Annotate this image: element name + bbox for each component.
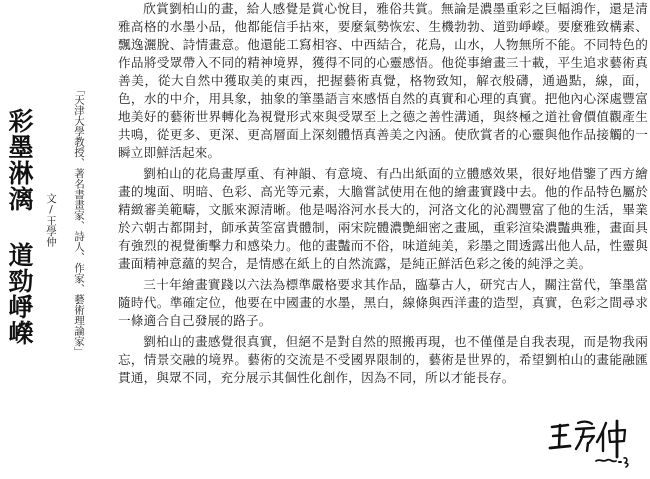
article-title xyxy=(4,108,34,346)
paragraph-2: 劉柏山的花鳥畫厚重、有神韻、有意境、有凸出紙面的立體感效果，很好地借鑒了西方繪畫的塊面、明暗、色彩、高光等元素，大膽嘗試使用在他的繪畫實踐中去。他的作品特色屬於精緻審美範疇，文脈來源清晰。他是喝浴河水長大的，河洛文化的沁潤豐富了他的生活，畢業於六朝古都開封，師承黃筌富貴體制，兩宋院體濃艷細密之畫風，重彩渲染濃豔典雅，畫面具有強烈的視覺衝擊力和感染力。他的畫豔而不俗，味道純美，彩墨之間透露出他人品，性靈與畫面精神意蘊的契合，是情感在紙上的自然流露，是純正鮮活色彩之後的純淨之美。 xyxy=(118,166,648,271)
title-line-2: 道勁崢嶸 xyxy=(5,242,34,346)
handwritten-signature xyxy=(548,417,638,472)
paragraph-1: 欣賞劉柏山的畫，給人感覺是賞心悅目，雅俗共賞。無論是濃墨重彩之巨幅鴻作，還是清雅高格的水墨小品，他都能信手拈來，要麼氣勢恢宏、生機勃勃、道勁崢嶸。要麼雅致構素、飄逸灑脫、詩情畫意。他還能工寫相容、中西結合，花鳥，山水，人物無所不能。不同特色的作品將受眾帶入不同的精神境界，獲得不同的心靈感悟。他從事繪畫三十載，平生追求藝術真善美，從大自然中獲取美的東西，把握藝術真覺，格物致知，解衣般礴，通過點，線，面，色，水的中介，用具象，抽象的筆墨語言來感悟自然的真實和心理的真實。把他內心深處豐富地美好的藝術世界轉化為視覺形式來與受眾至上之德之善性溝通，與終極之道社會價值觀產生共鳴，從更多、更深、更高層面上深刻體悟真善美之內涵。使欣賞者的心靈與他作品接觸的一瞬立即鮮活起來。 xyxy=(118,1,648,160)
article-body xyxy=(118,0,648,390)
paragraph-4: 劉柏山的畫感覺很真實，但絕不是對自然的照搬再現，也不僅僅是自我表現，而是物我兩忘，情景交融的境界。藝術的交流是不受國界限制的，藝術是世界的，希望劉柏山的畫能融匯貫通，與眾不同，充分展示其個性化創作，因為不同，所以才能長存。 xyxy=(118,334,648,385)
paragraph-3: 三十年繪畫實踐以六法為標準嚴格要求其作品，臨摹古人，研究古人，關注當代，筆墨當隨時代。準確定位，他要在中國畫的水墨，黑白，線條與西洋畫的造型，真實，色彩之間尋求一條適合自己發展的路子。 xyxy=(118,277,648,328)
author-credit: 「天津大學教授、著名書畫家、詩人、作家、藝術理論家」 xyxy=(73,84,85,357)
byline: 文/王學仲 xyxy=(45,193,57,247)
title-line-1: 彩墨淋漓 xyxy=(5,108,34,212)
